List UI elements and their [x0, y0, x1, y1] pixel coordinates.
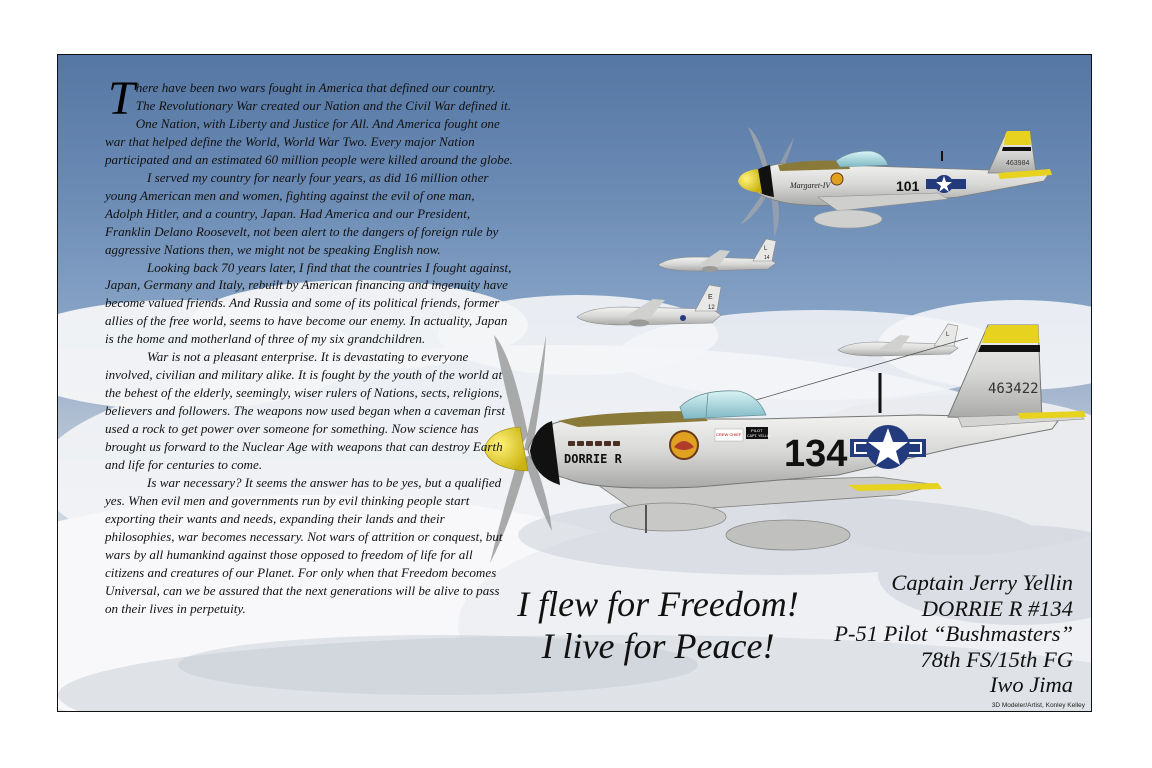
bomber-1 — [658, 239, 776, 272]
lead-crew-stencil: CREW CHIEF — [716, 432, 742, 437]
bomber-1-tail-letter: L — [764, 246, 768, 252]
drop-cap: T — [108, 72, 135, 125]
essay-text — [105, 72, 515, 618]
essay-paragraph-4: War is not a pleasant enterprise. It is devastating to everyone involved, civilian and military alike. It is fought by the youth of the world at the behest of the elderly, seemingly, wiser rulers of Nations, sects, religions, believers and followers. The weapons now used began when a caveman first used a rock to get power over someone for something. Now science has brought us forward to the Nuclear Age with weapons that can destroy Earth and life for centuries to come. — [105, 349, 506, 473]
poster-frame — [57, 54, 1092, 712]
aircraft-name: DORRIE R #134 — [921, 595, 1073, 621]
slogan-line-1: I flew for Freedom! — [517, 584, 799, 624]
essay-paragraph-3: Looking back 70 years later, I find that the countries I fought against, Japan, Germany and Italy, rebuilt by American financing and ingenuity have become valued friends. And Russia and some of its political friends, former allies of the free world, seems to have become our enemy. In actuality, Japan is the home and motherland of three of my six grandchildren. — [105, 259, 512, 347]
bomber-2-tail-number: 12 — [708, 305, 715, 311]
artist-credit: 3D Modeler/Artist, Konley Kelley — [991, 702, 1085, 709]
pilot-info — [773, 570, 1073, 698]
wingman-nose-name: Margaret-IV — [790, 181, 831, 190]
essay-paragraph-1 — [105, 72, 515, 169]
pilot-unit: 78th FS/15th FG — [920, 646, 1073, 672]
wingman-nose-number: 101 — [896, 178, 920, 194]
wingman-mustang — [738, 127, 1052, 237]
lead-nose-number: 134 — [784, 433, 848, 475]
slogan-line-2: I live for Peace! — [541, 626, 775, 666]
essay-paragraph-1-rest: here have been two wars fought in America that defined our country. The Revolutionary War created our Nation and the Civil War defined it. One Nation, with Liberty and Justice for All. And America fought one war that helped define the World, World War Two. Every major Nation participated and an estimated 60 million people were killed around the globe. — [105, 80, 513, 167]
pilot-name: Captain Jerry Yellin — [891, 570, 1073, 595]
pilot-location: Iwo Jima — [989, 672, 1073, 697]
lead-pilot-name: CAPT. YELLIN — [747, 434, 771, 438]
lead-nose-name: DORRIE R — [564, 452, 622, 466]
pilot-role: P-51 Pilot “Bushmasters” — [834, 621, 1073, 646]
bomber-1-tail-number: 14 — [764, 255, 770, 261]
bomber-3-tail-letter: L — [946, 332, 950, 338]
bomber-2-tail-letter: E — [708, 294, 713, 301]
lead-tail-serial: 463422 — [988, 381, 1039, 397]
wingman-tail-serial: 463984 — [1006, 160, 1030, 167]
lead-pilot-stencil: PILOT — [751, 428, 763, 433]
essay-paragraph-2: I served my country for nearly four years, as did 16 million other young American men and women, fighting against the evil of one man, Adolph Hitler, and a country, Japan. Had America and our President, Franklin Delano Roosevelt, not been alert to the dangers of foreign rule by aggressive Nations then, we might not be speaking English now. — [105, 169, 499, 257]
essay-paragraph-5: Is war necessary? It seems the answer has to be yes, but a qualified yes. When evil men and governments run by evil thinking people start exporting their wants and needs, expanding their lands and their philosophies, war becomes necessary. Not wars of attrition or conquest, but wars by all humankind against those opposed to freedom of life for all citizens and creatures of our Planet. For only when that Freedom becomes Universal, can we be assured that the next generations will be alive to pass on their lives in perpetuity. — [105, 474, 503, 616]
